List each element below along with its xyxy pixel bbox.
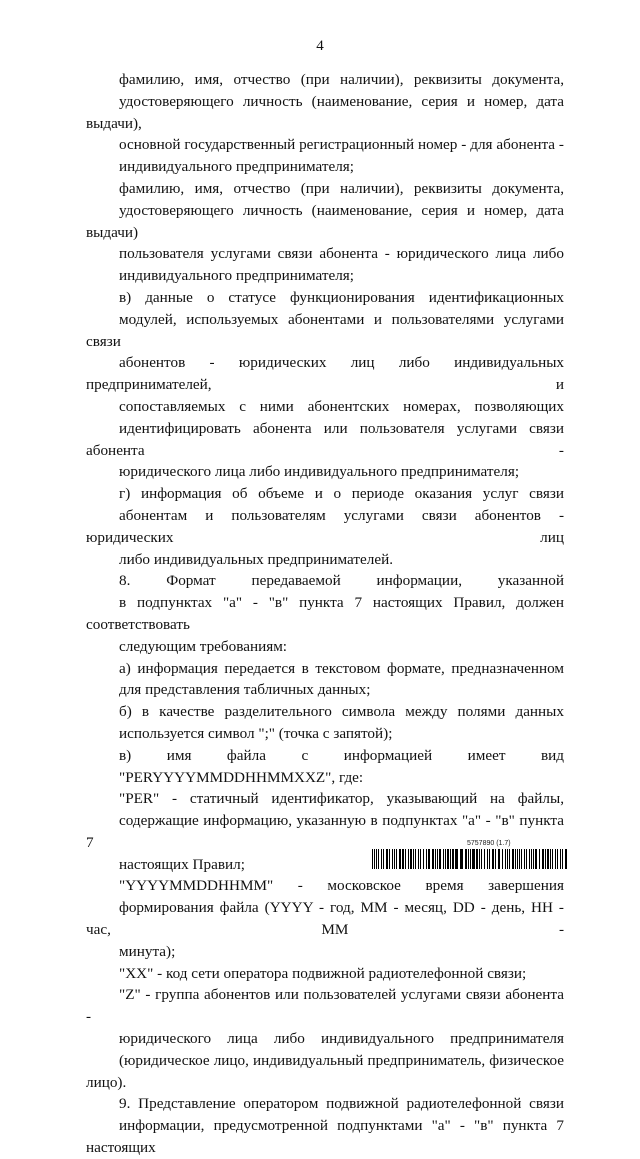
document-code: 5757890 (1.7) <box>467 840 511 847</box>
document-body <box>86 69 564 1159</box>
paragraph-line: "XX" - код сети оператора подвижной радиотелефонной связи; <box>119 964 527 982</box>
page-number: 4 <box>316 38 324 54</box>
paragraph-line: абонентам и пользователям услугами связи абонентов - юридических лиц <box>86 506 564 546</box>
paragraph-line: для представления табличных данных; <box>119 681 371 699</box>
paragraph-line: а) информация передается в текстовом формате, предназначенном <box>119 659 564 677</box>
paragraph <box>86 875 564 962</box>
paragraph <box>86 658 564 702</box>
paragraph <box>86 984 564 1093</box>
paragraph-line: минута); <box>119 942 176 960</box>
paragraph-line: фамилию, имя, отчество (при наличии), реквизиты документа, <box>119 71 564 88</box>
paragraph-line: 9. Представление оператором подвижной радиотелефонной связи <box>119 1095 564 1113</box>
paragraph-line: "Z" - группа абонентов или пользователей услугами связи абонента - <box>86 986 564 1026</box>
paragraph-line: удостоверяющего личность (наименование, серия и номер, дата выдачи) <box>86 201 564 241</box>
paragraph-line: "PER" - статичный идентификатор, указывающий на файлы, <box>119 790 564 808</box>
paragraph <box>86 483 564 570</box>
paragraph-line: б) в качестве разделительного символа между полями данных <box>119 703 564 721</box>
paragraph-line: юридического лица либо индивидуального предпринимателя <box>119 1030 564 1048</box>
paragraph-line: либо индивидуальных предпринимателей. <box>119 550 394 568</box>
paragraph-line: сопоставляемых с ними абонентских номерах, позволяющих <box>119 397 564 415</box>
paragraph-line: удостоверяющего личность (наименование, серия и номер, дата выдачи), <box>86 92 564 132</box>
paragraph-line: индивидуального предпринимателя; <box>119 267 354 285</box>
paragraph-line: следующим требованиям: <box>119 637 288 655</box>
paragraph <box>86 570 564 657</box>
paragraph-line: "PERYYYYMMDDHHMMXXZ", где: <box>119 768 364 786</box>
paragraph-line: используется символ ";" (точка с запятой); <box>119 724 393 742</box>
paragraph-line: пользователя услугами связи абонента - юридического лица либо <box>119 245 564 263</box>
paragraph <box>86 178 564 287</box>
paragraph <box>86 69 564 178</box>
paragraph <box>86 745 564 789</box>
paragraph <box>86 963 564 985</box>
paragraph-line: индивидуального предпринимателя; <box>119 158 354 176</box>
barcode-image <box>372 849 568 869</box>
paragraph-line: г) информация об объеме и о периоде оказания услуг связи <box>119 485 564 503</box>
paragraph-line: фамилию, имя, отчество (при наличии), реквизиты документа, <box>119 179 564 197</box>
paragraph-line: идентифицировать абонента или пользователя услугами связи абонента - <box>86 419 564 459</box>
paragraph-line: настоящих Правил; <box>119 855 245 873</box>
paragraph <box>86 701 564 745</box>
paragraph-line: основной государственный регистрационный номер - для абонента - <box>119 136 564 154</box>
paragraph-line: "YYYYMMDDHHMM" - московское время завершения <box>119 877 564 895</box>
paragraph-line: в) данные о статусе функционирования идентификационных <box>119 288 564 306</box>
paragraph-line: информации, предусмотренной подпунктами "а" - "в" пункта 7 настоящих <box>86 1117 564 1157</box>
paragraph-line: юридического лица либо индивидуального предпринимателя; <box>119 463 520 481</box>
paragraph-line: в) имя файла с информацией имеет вид <box>119 746 564 764</box>
paragraph <box>86 287 564 483</box>
paragraph-line: 8. Формат передаваемой информации, указанной <box>119 572 564 590</box>
paragraph-line: модулей, используемых абонентами и пользователями услугами связи <box>86 310 564 350</box>
paragraph-line: содержащие информацию, указанную в подпунктах "а" - "в" пункта 7 <box>86 812 564 851</box>
paragraph-line: (юридическое лицо, индивидуальный предприниматель, физическое лицо). <box>86 1051 564 1091</box>
paragraph <box>86 1093 564 1158</box>
paragraph-line: абонентов - юридических лиц либо индивидуальных предпринимателей, и <box>86 354 564 394</box>
paragraph-line: формирования файла (YYYY - год, MM - месяц, DD - день, HH - час, MM - <box>86 899 564 939</box>
paragraph-line: в подпунктах "а" - "в" пункта 7 настоящих Правил, должен соответствовать <box>86 594 564 633</box>
